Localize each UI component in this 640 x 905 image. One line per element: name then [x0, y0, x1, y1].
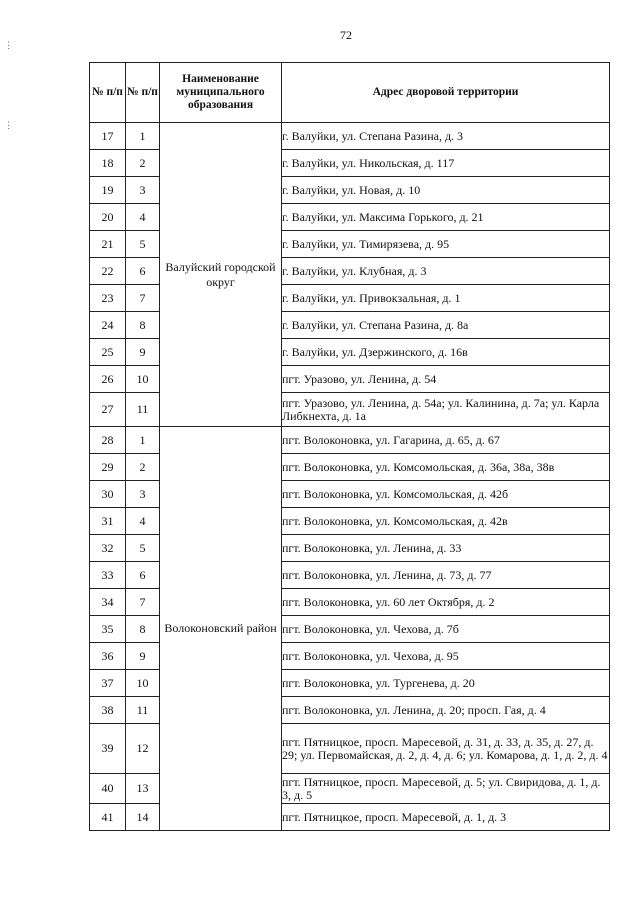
header-sub-num: № п/п — [126, 63, 160, 123]
row-number: 32 — [90, 535, 126, 562]
row-address: г. Валуйки, ул. Максима Горького, д. 21 — [282, 204, 610, 231]
row-number: 39 — [90, 724, 126, 774]
row-sub-number: 6 — [126, 258, 160, 285]
row-sub-number: 3 — [126, 481, 160, 508]
row-sub-number: 5 — [126, 535, 160, 562]
row-number: 22 — [90, 258, 126, 285]
header-municipality: Наименование муниципального образования — [160, 63, 282, 123]
row-address: пгт. Волоконовка, ул. Гагарина, д. 65, д. 67 — [282, 427, 610, 454]
row-sub-number: 2 — [126, 454, 160, 481]
row-number: 21 — [90, 231, 126, 258]
row-number: 17 — [90, 123, 126, 150]
row-address: пгт. Пятницкое, просп. Маресевой, д. 31, д. 33, д. 35, д. 27, д. 29; ул. Первомайская, д. 2, д. 4, д. 6; ул. Комарова, д. 1, д. 2, д. 4 — [282, 724, 610, 774]
row-number: 40 — [90, 774, 126, 804]
row-number: 29 — [90, 454, 126, 481]
row-sub-number: 11 — [126, 393, 160, 427]
row-address: г. Валуйки, ул. Новая, д. 10 — [282, 177, 610, 204]
row-address: г. Валуйки, ул. Степана Разина, д. 8а — [282, 312, 610, 339]
row-sub-number: 5 — [126, 231, 160, 258]
address-table — [89, 62, 610, 831]
row-number: 30 — [90, 481, 126, 508]
row-sub-number: 3 — [126, 177, 160, 204]
row-sub-number: 4 — [126, 508, 160, 535]
row-address: г. Валуйки, ул. Дзержинского, д. 16в — [282, 339, 610, 366]
row-sub-number: 2 — [126, 150, 160, 177]
scan-artifact: ⋮ — [4, 120, 13, 130]
row-address: пгт. Волоконовка, ул. Тургенева, д. 20 — [282, 670, 610, 697]
row-number: 18 — [90, 150, 126, 177]
row-address: пгт. Волоконовка, ул. Ленина, д. 33 — [282, 535, 610, 562]
row-number: 25 — [90, 339, 126, 366]
row-address: пгт. Волоконовка, ул. Чехова, д. 7б — [282, 616, 610, 643]
row-address: г. Валуйки, ул. Никольская, д. 117 — [282, 150, 610, 177]
table-row — [90, 427, 610, 454]
row-sub-number: 8 — [126, 312, 160, 339]
row-address: г. Валуйки, ул. Клубная, д. 3 — [282, 258, 610, 285]
row-sub-number: 13 — [126, 774, 160, 804]
row-address: пгт. Уразово, ул. Ленина, д. 54а; ул. Калинина, д. 7а; ул. Карла Либкнехта, д. 1а — [282, 393, 610, 427]
row-address: пгт. Пятницкое, просп. Маресевой, д. 1, д. 3 — [282, 804, 610, 831]
row-address: пгт. Уразово, ул. Ленина, д. 54 — [282, 366, 610, 393]
municipality-name: Волоконовский район — [160, 427, 282, 831]
row-sub-number: 7 — [126, 589, 160, 616]
row-address: пгт. Пятницкое, просп. Маресевой, д. 5; ул. Свиридова, д. 1, д. 3, д. 5 — [282, 774, 610, 804]
row-number: 33 — [90, 562, 126, 589]
municipality-name: Валуйский городской округ — [160, 123, 282, 427]
row-sub-number: 11 — [126, 697, 160, 724]
row-address: пгт. Волоконовка, ул. Ленина, д. 20; просп. Гая, д. 4 — [282, 697, 610, 724]
row-number: 37 — [90, 670, 126, 697]
row-number: 34 — [90, 589, 126, 616]
row-sub-number: 7 — [126, 285, 160, 312]
row-number: 28 — [90, 427, 126, 454]
row-number: 23 — [90, 285, 126, 312]
header-address: Адрес дворовой территории — [282, 63, 610, 123]
row-number: 31 — [90, 508, 126, 535]
row-number: 36 — [90, 643, 126, 670]
row-number: 27 — [90, 393, 126, 427]
row-number: 20 — [90, 204, 126, 231]
row-sub-number: 12 — [126, 724, 160, 774]
row-sub-number: 14 — [126, 804, 160, 831]
row-sub-number: 9 — [126, 339, 160, 366]
row-address: пгт. Волоконовка, ул. Комсомольская, д. 42в — [282, 508, 610, 535]
row-sub-number: 9 — [126, 643, 160, 670]
row-address: г. Валуйки, ул. Привокзальная, д. 1 — [282, 285, 610, 312]
row-number: 26 — [90, 366, 126, 393]
row-number: 19 — [90, 177, 126, 204]
row-sub-number: 10 — [126, 670, 160, 697]
row-number: 41 — [90, 804, 126, 831]
row-sub-number: 10 — [126, 366, 160, 393]
row-address: г. Валуйки, ул. Степана Разина, д. 3 — [282, 123, 610, 150]
row-number: 24 — [90, 312, 126, 339]
header-num: № п/п — [90, 63, 126, 123]
page-number: 72 — [340, 28, 352, 42]
row-sub-number: 6 — [126, 562, 160, 589]
row-address: пгт. Волоконовка, ул. 60 лет Октября, д. 2 — [282, 589, 610, 616]
row-sub-number: 1 — [126, 123, 160, 150]
row-address: пгт. Волоконовка, ул. Комсомольская, д. 36а, 38а, 38в — [282, 454, 610, 481]
row-address: пгт. Волоконовка, ул. Комсомольская, д. 42б — [282, 481, 610, 508]
row-address: пгт. Волоконовка, ул. Ленина, д. 73, д. 77 — [282, 562, 610, 589]
row-sub-number: 8 — [126, 616, 160, 643]
row-address: пгт. Волоконовка, ул. Чехова, д. 95 — [282, 643, 610, 670]
row-address: г. Валуйки, ул. Тимирязева, д. 95 — [282, 231, 610, 258]
table-header-row — [90, 63, 610, 123]
row-sub-number: 4 — [126, 204, 160, 231]
scan-artifact: ⋮ — [4, 40, 13, 50]
table-row — [90, 123, 610, 150]
row-sub-number: 1 — [126, 427, 160, 454]
row-number: 35 — [90, 616, 126, 643]
row-number: 38 — [90, 697, 126, 724]
